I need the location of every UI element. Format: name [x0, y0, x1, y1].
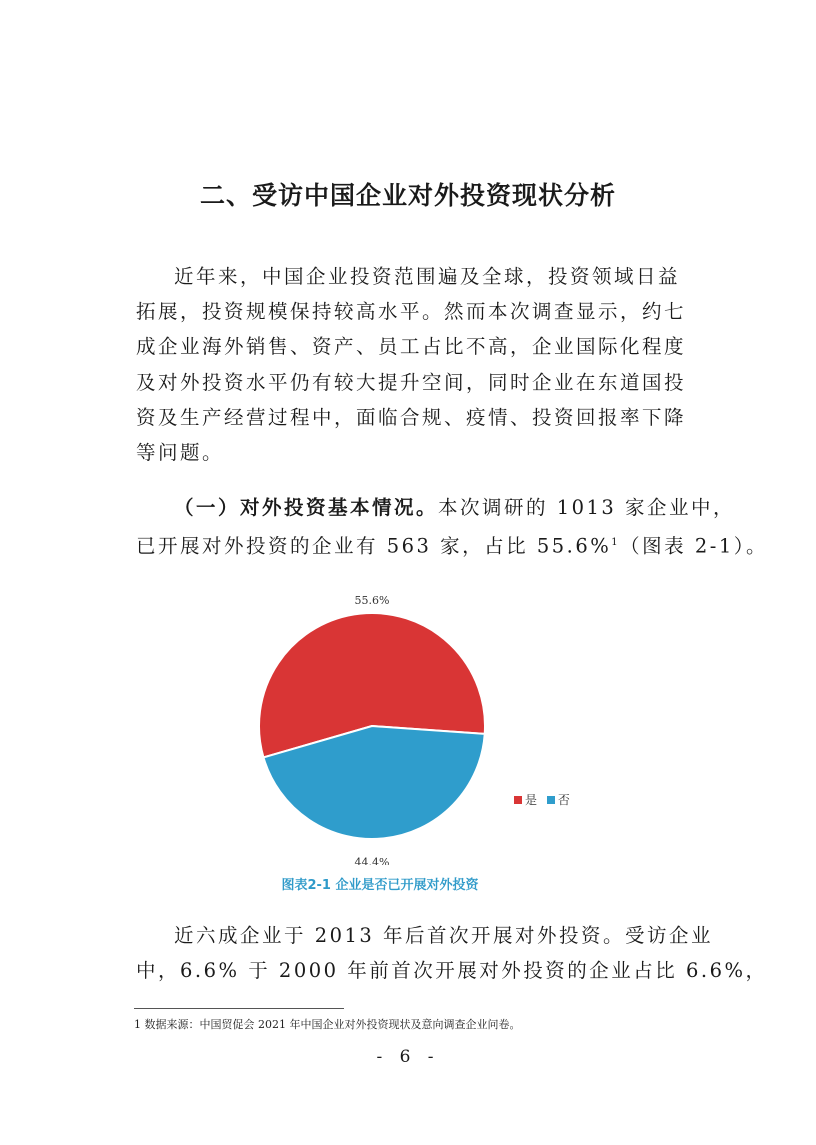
- intro-paragraph: [136, 259, 687, 470]
- paragraph-line: 等问题。: [136, 441, 225, 465]
- paragraph-line: 中，6.6% 于 2000 年前首次开展对外投资的企业占比 6.6%，: [136, 959, 768, 983]
- legend-swatch-no: [547, 796, 555, 804]
- paragraph-text: 本次调研的 1013 家企业中，: [438, 496, 736, 519]
- footnote: 1 数据来源：中国贸促会 2021 年中国企业对外投资现状及意向调查企业问卷。: [134, 1018, 521, 1031]
- paragraph-text: （图表 2-1）。: [620, 534, 768, 558]
- pie-data-label: 55.6%: [354, 594, 390, 607]
- paragraph-text: 已开展对外投资的企业有 563 家，占比 55.6%: [136, 534, 612, 558]
- legend-label-no: 否: [557, 793, 570, 807]
- pie-chart: [240, 585, 600, 865]
- paragraph-line: 近六成企业于 2013 年后首次开展对外投资。受访企业: [174, 924, 714, 947]
- basic-situation-paragraph: [136, 490, 768, 564]
- subsection-lead: （一）对外投资基本情况。: [174, 496, 439, 519]
- paragraph-line: 成企业海外销售、资产、员工占比不高，企业国际化程度: [136, 335, 687, 359]
- pie-data-label: 44.4%: [354, 856, 390, 865]
- legend-label-yes: 是: [525, 793, 538, 807]
- section-heading: 二、受访中国企业对外投资现状分析: [199, 181, 616, 210]
- paragraph-line: [136, 525, 768, 564]
- paragraph-line: 及对外投资水平仍有较大提升空间，同时企业在东道国投: [136, 370, 687, 394]
- footnote-reference[interactable]: 1: [611, 537, 621, 549]
- chart-legend: [514, 791, 570, 808]
- pie-chart-svg: [240, 585, 600, 865]
- footnote-divider: [134, 1008, 344, 1009]
- paragraph-line: 拓展，投资规模保持较高水平。然而本次调查显示，约七: [136, 300, 687, 324]
- legend-swatch-yes: [514, 796, 522, 804]
- page-number: - 6 -: [376, 1047, 440, 1067]
- chart-caption: 图表2-1 企业是否已开展对外投资: [281, 878, 479, 893]
- first-investment-paragraph: [136, 918, 768, 988]
- paragraph-line: [174, 490, 736, 525]
- paragraph-line: 近年来，中国企业投资范围遍及全球，投资领域日益: [174, 265, 681, 288]
- paragraph-line: 资及生产经营过程中，面临合规、疫情、投资回报率下降: [136, 405, 687, 429]
